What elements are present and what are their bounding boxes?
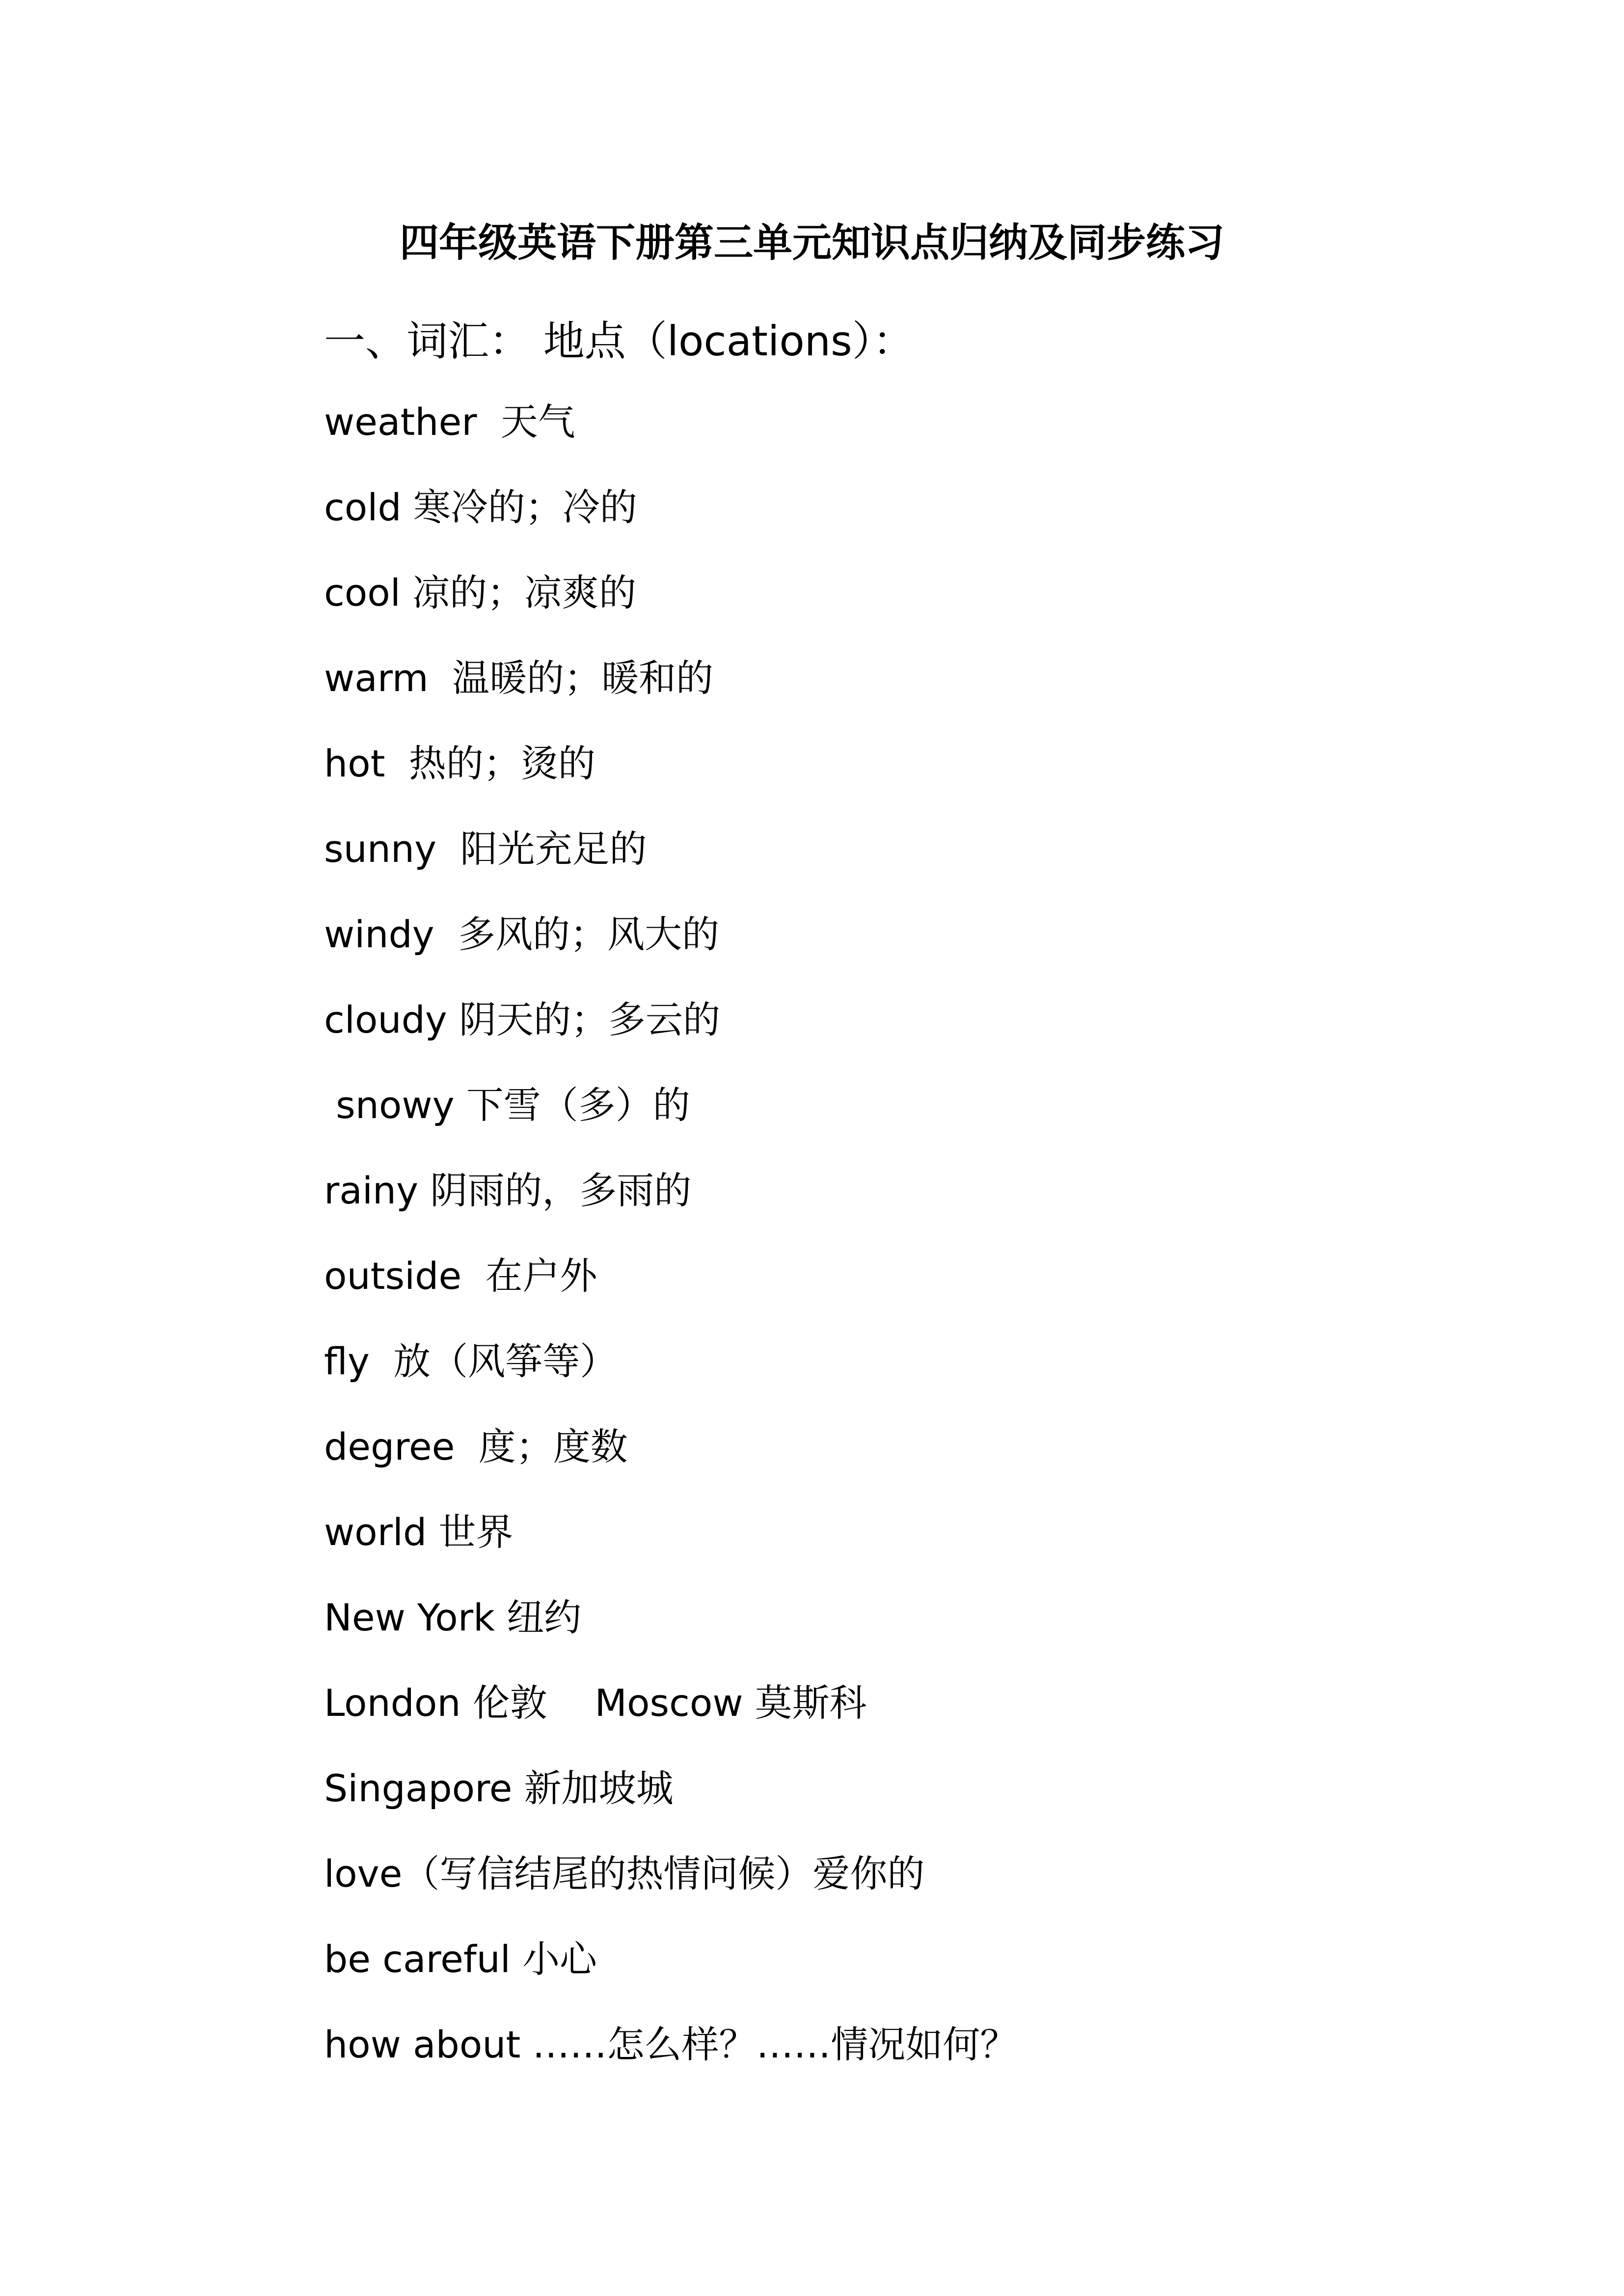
vocab-item-sunny: sunny 阳光充足的 bbox=[324, 827, 647, 871]
vocab-item-hot: hot 热的；烫的 bbox=[324, 742, 595, 785]
vocab-item-london-moscow: London 伦敦 Moscow 莫斯科 bbox=[324, 1681, 867, 1725]
vocab-item-cool: cool 凉的；凉爽的 bbox=[324, 571, 637, 614]
vocabulary-list bbox=[324, 398, 1017, 2106]
document-title: 四年级英语下册第三单元知识点归纳及同步练习 bbox=[400, 220, 1224, 266]
vocab-item-degree: degree 度；度数 bbox=[324, 1425, 628, 1468]
vocab-item-outside: outside 在户外 bbox=[324, 1254, 597, 1298]
vocab-item-how-about: how about ……怎么样？……情况如何？ bbox=[324, 2023, 1018, 2066]
vocab-item-rainy: rainy 阴雨的，多雨的 bbox=[324, 1169, 692, 1212]
vocab-item-love: love（写信结尾的热情问候）爱你的 bbox=[324, 1852, 925, 1896]
vocab-item-cold: cold 寒冷的；冷的 bbox=[324, 485, 637, 529]
vocab-item-warm: warm 温暖的；暖和的 bbox=[324, 656, 713, 700]
section-heading-vocabulary: 一、词汇： 地点（locations）： bbox=[324, 317, 914, 365]
vocab-item-cloudy: cloudy 阴天的；多云的 bbox=[324, 998, 720, 1041]
vocab-item-singapore: Singapore 新加坡城 bbox=[324, 1766, 674, 1810]
vocab-item-snowy: snowy 下雪（多）的 bbox=[324, 1083, 690, 1127]
vocab-item-fly: fly 放（风筝等） bbox=[324, 1339, 618, 1383]
vocab-item-weather: weather 天气 bbox=[324, 400, 575, 444]
vocab-item-be-careful: be careful 小心 bbox=[324, 1937, 597, 1981]
vocab-item-windy: windy 多风的；风大的 bbox=[324, 912, 719, 956]
vocab-item-world: world 世界 bbox=[324, 1510, 514, 1554]
vocab-item-new-york: New York 纽约 bbox=[324, 1596, 582, 1639]
